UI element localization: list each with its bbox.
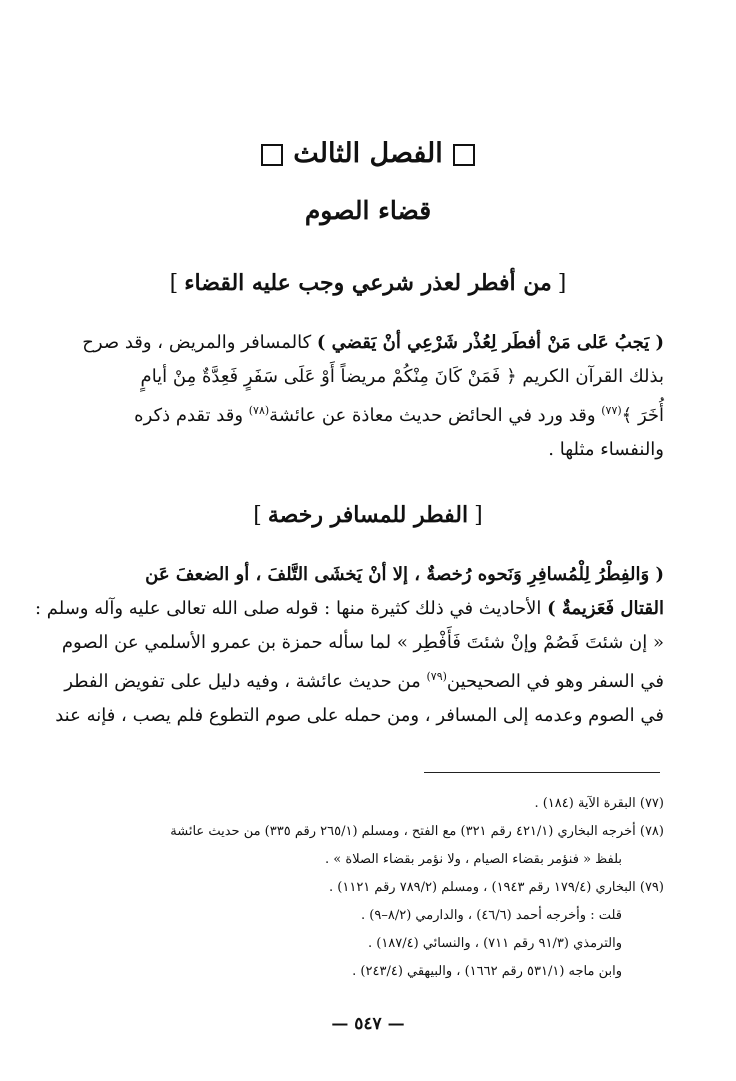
footnote-79-note: قلت : وأخرجه أحمد (٤٦/٦) ، والدارمي (٨/٢–٩) . [361,908,622,923]
bracket-close-icon: ] [253,503,262,528]
section-2-paragraph [34,558,664,733]
square-ornament-icon [453,144,475,166]
page-number: — ٥٤٧ — [331,1014,405,1034]
paragraph-line: بذلك القرآن الكريم ﴿ فَمَنْ كَانَ مِنْكُمْ مريضاً أَوْ عَلَى سَفَرٍ فَعِدَّةٌ مِنْ أيامٍ [140,366,664,387]
footnote-ref[interactable]: (٧٧) [601,404,622,417]
bracket-open-icon: [ [557,271,567,296]
paragraph-line: في الصوم وعدمه إلى المسافر ، ومن حمله على صوم التطوع فلم يصب ، فإنه عند [55,705,664,726]
bracket-open-icon: [ [474,503,483,528]
square-ornament-icon [261,144,283,166]
footnote-78: (٧٨) أخرجه البخاري (٤٢١/١ رقم ٣٢١) مع الفتح ، ومسلم (٢٦٥/١ رقم ٣٣٥) من حديث عائشة [170,824,664,839]
footnote-77: (٧٧) البقرة الآية (١٨٤) . [534,796,664,811]
paragraph-line: « إن شئتَ فَصُمْ وإنْ شئتَ فَأَفْطِر » لما سأله حمزة بن عمرو الأسلمي عن الصوم [61,632,664,653]
chapter-title-text: الفصل الثالث [293,138,443,169]
section-heading-1-text: من أفطر لعذر شرعي وجب عليه القضاء [184,270,552,296]
chapter-subtitle: قضاء الصوم [304,196,432,225]
footnote-79: (٧٩) البخاري (١٧٩/٤ رقم ١٩٤٣) ، ومسلم (٧٨٩/٢ رقم ١١٢١) . [329,880,664,895]
footnote-ref[interactable]: (٧٩) [426,670,447,683]
section-heading-2-text: الفطر للمسافر رخصة [267,502,469,528]
paragraph-line: في السفر وهو في الصحيحين$^{(٧٩)}$ من حديث عائشة ، وفيه دليل على تفويض الفطر [64,670,664,692]
paragraph-line: ( وَالفِطْرُ لِلْمُسافِرِ وَنَحوه رُخصةٌ ، إلا أنْ يَخشَى التَّلفَ ، أو الضعفَ عَن [145,564,664,585]
bracket-close-icon: ] [169,271,179,296]
footnote-79-note: وابن ماجه (٥٣١/١ رقم ١٦٦٢) ، والبيهقي (٢٤٣/٤) . [352,964,622,979]
paragraph-line: ( يَجبُ عَلى مَنْ أفطَر لِعُذْر شَرْعِي أنْ يَقضي ) كالمسافر والمريض ، وقد صرح [82,332,664,353]
footnotes [80,790,664,986]
chapter-title [0,138,736,169]
paragraph-line: القتال فَعَزيمةٌ ) الأحاديث في ذلك كثيرة منها : قوله صلى الله تعالى عليه وآله وسلم : [34,598,664,619]
footnote-79-note: والترمذي (٩١/٣ رقم ٧١١) ، والنسائي (١٨٧/٤) . [367,936,622,951]
section-1-paragraph [80,326,664,467]
paragraph-line: والنفساء مثلها . [548,439,664,460]
section-heading-1 [0,270,736,296]
footnote-78-continued: بلفظ « فنؤمر بقضاء الصيام ، ولا نؤمر بقضاء الصلاة » . [325,852,622,867]
paragraph-line: أُخَرَ ﴾$^{(٧٧)}$ وقد ورد في الحائض حديث معاذة عن عائشة$^{(٧٨)}$ وقد تقدم ذكره [134,404,664,426]
footnote-divider [424,772,660,773]
section-heading-2 [0,502,736,528]
footnote-ref[interactable]: (٧٨) [248,404,270,417]
